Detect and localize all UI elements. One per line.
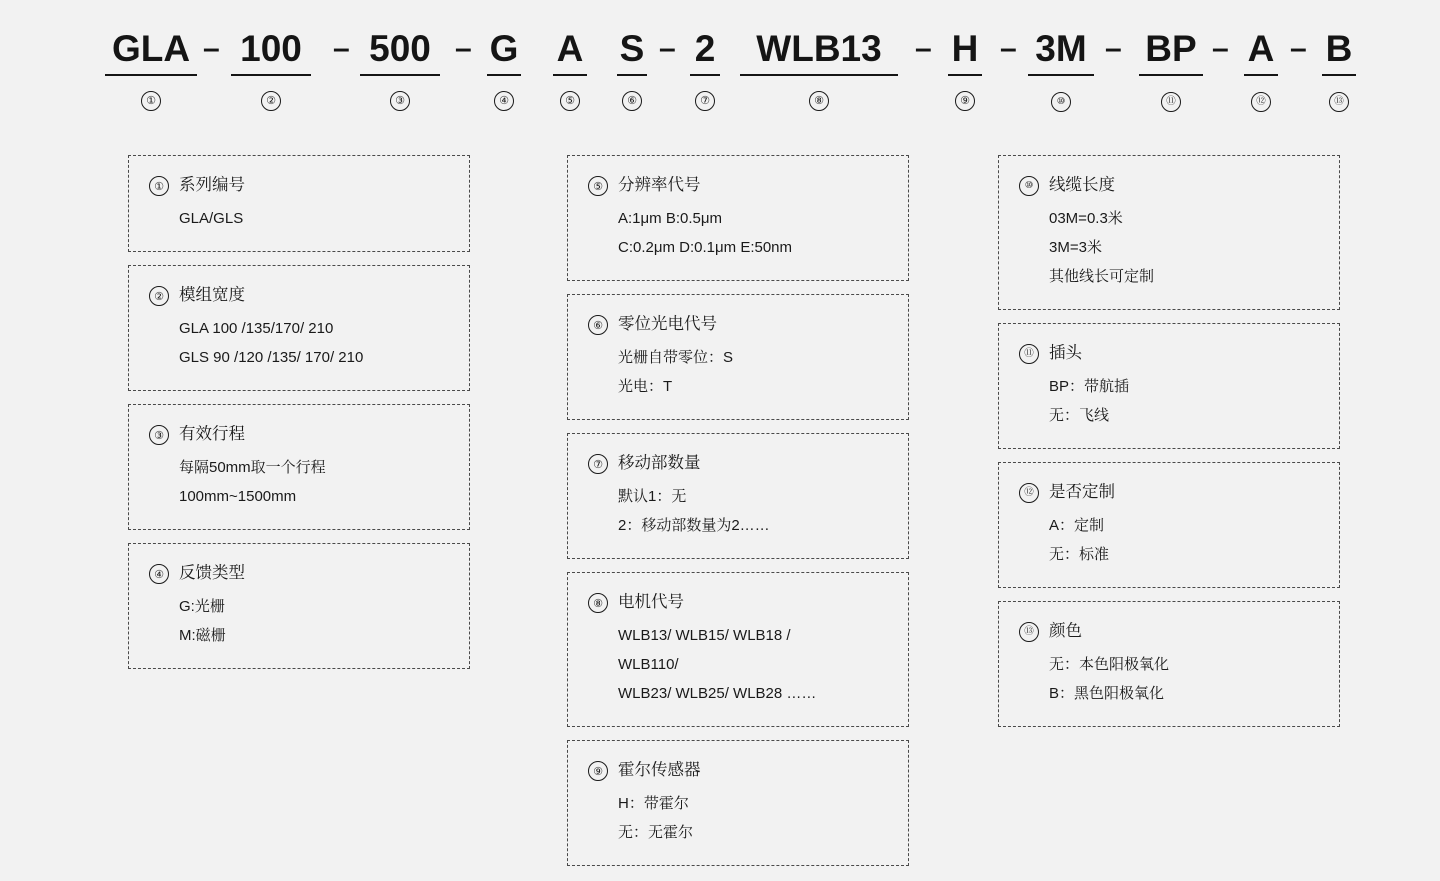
model-code-row bbox=[0, 26, 1440, 126]
code-segment-text: 500 bbox=[369, 28, 431, 69]
legend-box-13 bbox=[998, 601, 1340, 727]
code-segment-underline bbox=[1244, 74, 1278, 76]
code-segment-6 bbox=[617, 26, 647, 76]
code-index-marker-10 bbox=[1046, 89, 1076, 111]
legend-box-header bbox=[1019, 481, 1321, 503]
legend-box-title: 移动部数量 bbox=[618, 454, 701, 472]
legend-box-title: 线缆长度 bbox=[1049, 176, 1115, 194]
legend-box-line: GLS 90 /120 /135/ 170/ 210 bbox=[179, 349, 364, 366]
legend-box-lines bbox=[149, 453, 451, 511]
legend-box-line: 其他线长可定制 bbox=[1049, 268, 1155, 285]
circled-number-icon: ⑪ bbox=[1161, 92, 1181, 112]
legend-column-3 bbox=[998, 155, 1340, 740]
legend-box-lines bbox=[1019, 650, 1321, 708]
code-segment-7 bbox=[690, 26, 720, 76]
legend-box-8 bbox=[567, 572, 909, 727]
circled-number-icon: ⑦ bbox=[588, 454, 608, 474]
legend-box-line: 光电：T bbox=[618, 378, 673, 395]
legend-box-line: WLB110/ bbox=[618, 656, 679, 673]
code-index-marker-2 bbox=[256, 89, 286, 111]
legend-box-title: 模组宽度 bbox=[179, 286, 245, 304]
circled-number-icon: ⑪ bbox=[1019, 344, 1039, 364]
code-segment-text: GLA bbox=[111, 28, 191, 69]
legend-box-5 bbox=[567, 155, 909, 281]
legend-box-line: 无：标准 bbox=[1049, 546, 1110, 563]
code-segment-underline bbox=[1139, 74, 1203, 76]
legend-box-line: 每隔50mm取一个行程 bbox=[179, 459, 326, 476]
code-segment-underline bbox=[690, 74, 720, 76]
code-segment-underline bbox=[360, 74, 440, 76]
circled-number-icon: ③ bbox=[390, 91, 410, 111]
legend-box-title: 分辨率代号 bbox=[618, 176, 701, 194]
legend-box-line: 无：本色阳极氧化 bbox=[1049, 656, 1170, 673]
legend-box-line: WLB23/ WLB25/ WLB28 …… bbox=[618, 685, 817, 702]
code-segment-underline bbox=[231, 74, 311, 76]
code-separator: – bbox=[659, 32, 676, 65]
code-segment-text: S bbox=[619, 28, 645, 69]
code-segment-9 bbox=[948, 26, 982, 76]
legend-box-line: WLB13/ WLB15/ WLB18 / bbox=[618, 627, 791, 644]
legend-box-line: 光栅自带零位：S bbox=[618, 349, 734, 366]
legend-box-title: 零位光电代号 bbox=[618, 315, 717, 333]
legend-box-title: 电机代号 bbox=[618, 593, 684, 611]
circled-number-icon: ② bbox=[261, 91, 281, 111]
circled-number-icon: ⑦ bbox=[695, 91, 715, 111]
legend-box-line: B：黑色阳极氧化 bbox=[1049, 685, 1165, 702]
legend-box-line: H：带霍尔 bbox=[618, 795, 689, 812]
legend-box-line: 3M=3米 bbox=[1049, 239, 1102, 256]
legend-box-line: 无：无霍尔 bbox=[618, 824, 694, 841]
legend-box-4 bbox=[128, 543, 470, 669]
legend-box-lines bbox=[588, 789, 890, 847]
legend-box-line: 03M=0.3米 bbox=[1049, 210, 1123, 227]
legend-box-line: M:磁栅 bbox=[179, 627, 226, 644]
legend-box-header bbox=[149, 284, 451, 306]
legend-box-header bbox=[1019, 620, 1321, 642]
code-segment-underline bbox=[1028, 74, 1094, 76]
circled-number-icon: ⑫ bbox=[1251, 92, 1271, 112]
code-index-marker-4 bbox=[489, 89, 519, 111]
legend-box-line: 2：移动部数量为2…… bbox=[618, 517, 770, 534]
code-segment-underline bbox=[105, 74, 197, 76]
code-index-marker-6 bbox=[617, 89, 647, 111]
legend-column-1 bbox=[128, 155, 470, 682]
code-segment-2 bbox=[231, 26, 311, 76]
legend-box-title: 插头 bbox=[1049, 344, 1082, 362]
legend-box-2 bbox=[128, 265, 470, 391]
legend-box-header bbox=[1019, 342, 1321, 364]
circled-number-icon: ② bbox=[149, 286, 169, 306]
legend-box-lines bbox=[149, 592, 451, 650]
code-separator: – bbox=[1105, 32, 1122, 65]
code-segment-text: 2 bbox=[694, 28, 716, 69]
circled-number-icon: ⑫ bbox=[1019, 483, 1039, 503]
legend-box-title: 霍尔传感器 bbox=[618, 761, 701, 779]
legend-box-line: GLA 100 /135/170/ 210 bbox=[179, 320, 334, 337]
legend-box-line: G:光栅 bbox=[179, 598, 225, 615]
code-index-marker-5 bbox=[555, 89, 585, 111]
circled-number-icon: ① bbox=[141, 91, 161, 111]
circled-number-icon: ⑤ bbox=[560, 91, 580, 111]
code-index-marker-13 bbox=[1324, 89, 1354, 111]
code-segment-text: 3M bbox=[1035, 28, 1087, 69]
legend-box-header bbox=[588, 313, 890, 335]
legend-box-title: 有效行程 bbox=[179, 425, 245, 443]
legend-box-header bbox=[588, 759, 890, 781]
legend-box-11 bbox=[998, 323, 1340, 449]
code-segment-text: B bbox=[1325, 28, 1353, 69]
legend-box-header bbox=[149, 174, 451, 196]
code-segment-10 bbox=[1028, 26, 1094, 76]
legend-box-lines bbox=[588, 621, 890, 708]
legend-box-header bbox=[588, 591, 890, 613]
code-separator: – bbox=[1000, 32, 1017, 65]
legend-box-lines bbox=[149, 204, 451, 233]
legend-box-line: C:0.2μm D:0.1μm E:50nm bbox=[618, 239, 793, 256]
legend-box-header bbox=[588, 452, 890, 474]
code-segment-text: A bbox=[1247, 28, 1275, 69]
legend-box-line: GLA/GLS bbox=[179, 210, 244, 227]
legend-box-lines bbox=[588, 343, 890, 401]
circled-number-icon: ④ bbox=[149, 564, 169, 584]
legend-box-header bbox=[1019, 174, 1321, 196]
code-segment-text: BP bbox=[1145, 28, 1197, 69]
legend-box-lines bbox=[1019, 372, 1321, 430]
legend-box-lines bbox=[149, 314, 451, 372]
code-segment-underline bbox=[948, 74, 982, 76]
circled-number-icon: ⑩ bbox=[1051, 92, 1071, 112]
code-segment-4 bbox=[487, 26, 521, 76]
circled-number-icon: ⑥ bbox=[588, 315, 608, 335]
legend-box-10 bbox=[998, 155, 1340, 310]
circled-number-icon: ⑨ bbox=[588, 761, 608, 781]
legend-box-line: 无：飞线 bbox=[1049, 407, 1110, 424]
circled-number-icon: ⑩ bbox=[1019, 176, 1039, 196]
code-index-marker-12 bbox=[1246, 89, 1276, 111]
legend-box-3 bbox=[128, 404, 470, 530]
legend-box-title: 是否定制 bbox=[1049, 483, 1115, 501]
legend-box-6 bbox=[567, 294, 909, 420]
legend-box-1 bbox=[128, 155, 470, 252]
circled-number-icon: ⑬ bbox=[1329, 92, 1349, 112]
legend-box-lines bbox=[1019, 511, 1321, 569]
code-segment-text: G bbox=[489, 28, 519, 69]
legend-box-line: 默认1：无 bbox=[618, 488, 687, 505]
circled-number-icon: ⑧ bbox=[588, 593, 608, 613]
code-separator: – bbox=[455, 32, 472, 65]
code-segment-12 bbox=[1244, 26, 1278, 76]
legend-box-line: A：定制 bbox=[1049, 517, 1105, 534]
circled-number-icon: ⑨ bbox=[955, 91, 975, 111]
code-segment-11 bbox=[1139, 26, 1203, 76]
code-segment-underline bbox=[617, 74, 647, 76]
legend-box-lines bbox=[588, 482, 890, 540]
legend-box-header bbox=[588, 174, 890, 196]
code-index-marker-3 bbox=[385, 89, 415, 111]
legend-box-line: 100mm~1500mm bbox=[179, 488, 297, 505]
code-index-marker-9 bbox=[950, 89, 980, 111]
code-index-marker-11 bbox=[1156, 89, 1186, 111]
legend-box-12 bbox=[998, 462, 1340, 588]
code-separator: – bbox=[915, 32, 932, 65]
circled-number-icon: ⑤ bbox=[588, 176, 608, 196]
legend-box-7 bbox=[567, 433, 909, 559]
code-index-marker-7 bbox=[690, 89, 720, 111]
code-segment-1 bbox=[105, 26, 197, 76]
legend-box-title: 反馈类型 bbox=[179, 564, 245, 582]
code-index-marker-8 bbox=[804, 89, 834, 111]
code-segment-text: 100 bbox=[240, 28, 302, 69]
legend-box-header bbox=[149, 423, 451, 445]
legend-column-2 bbox=[567, 155, 909, 879]
code-segment-text: WLB13 bbox=[756, 28, 882, 69]
legend-box-line: BP：带航插 bbox=[1049, 378, 1130, 395]
code-segment-5 bbox=[553, 26, 587, 76]
legend-box-lines bbox=[1019, 204, 1321, 291]
code-separator: – bbox=[203, 32, 220, 65]
code-segment-underline bbox=[740, 74, 898, 76]
legend-box-lines bbox=[588, 204, 890, 262]
code-segment-text: H bbox=[951, 28, 979, 69]
circled-number-icon: ④ bbox=[494, 91, 514, 111]
code-segment-8 bbox=[740, 26, 898, 76]
code-separator: – bbox=[1212, 32, 1229, 65]
circled-number-icon: ⑧ bbox=[809, 91, 829, 111]
legend-box-9 bbox=[567, 740, 909, 866]
code-segment-13 bbox=[1322, 26, 1356, 76]
code-separator: – bbox=[1290, 32, 1307, 65]
circled-number-icon: ① bbox=[149, 176, 169, 196]
code-segment-underline bbox=[487, 74, 521, 76]
circled-number-icon: ⑬ bbox=[1019, 622, 1039, 642]
code-index-marker-1 bbox=[136, 89, 166, 111]
circled-number-icon: ⑥ bbox=[622, 91, 642, 111]
code-segment-3 bbox=[360, 26, 440, 76]
code-segment-underline bbox=[1322, 74, 1356, 76]
legend-box-title: 颜色 bbox=[1049, 622, 1082, 640]
circled-number-icon: ③ bbox=[149, 425, 169, 445]
legend-box-line: A:1μm B:0.5μm bbox=[618, 210, 722, 227]
legend-box-header bbox=[149, 562, 451, 584]
code-segment-text: A bbox=[556, 28, 584, 69]
code-segment-underline bbox=[553, 74, 587, 76]
legend-box-title: 系列编号 bbox=[179, 176, 245, 194]
code-separator: – bbox=[333, 32, 350, 65]
